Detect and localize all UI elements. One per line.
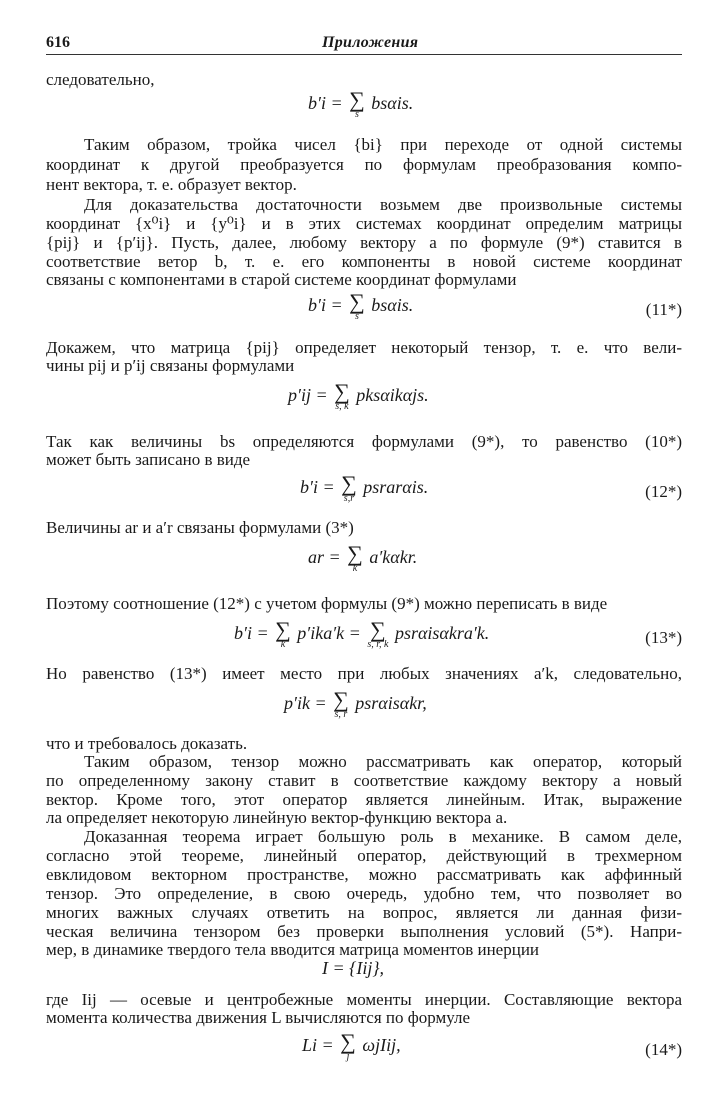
text-line: Так как величины bs определяются формулами (9*), то равенство (10*) [46, 432, 682, 451]
text-line: {pij} и {p′ij}. Пусть, далее, любому вектору a по формуле (9*) ставится в [46, 233, 682, 252]
text-line: Доказанная теорема играет большую роль в механике. В самом деле, [84, 827, 682, 846]
text-line: может быть записано в виде [46, 450, 251, 469]
equation-3: p′ij = ∑ s, k pksαikαjs. [288, 379, 429, 412]
equation-1: b′i = ∑ s bsαis. [308, 87, 414, 120]
equation-7: p′ik = ∑ s, r psrαisαkr, [284, 687, 427, 720]
running-title: Приложения [322, 34, 419, 51]
text-line: Поэтому соотношение (12*) с учетом формулы (9*) можно переписать в виде [46, 594, 608, 613]
page-header [46, 32, 682, 56]
text-line: евклидовом векторном пространстве, можно рассматривать как аффинный [46, 865, 682, 884]
text-line: вектор. Кроме того, этот оператор является линейным. Итак, выражение [46, 790, 682, 809]
equation-8: I = {Iij}, [322, 958, 385, 978]
page-number: 616 [46, 34, 70, 51]
text-line: Величины ar и a′r связаны формулами (3*) [46, 518, 354, 537]
equation-13: b′i = ∑ k p′ika′k = ∑ s, r, k psrαisαkra′k. (13*) [234, 617, 682, 650]
text-line: многих важных случаях ответить на вопрос, является ли данная физи- [46, 903, 682, 922]
text-line: Таким образом, тройка чисел {bi} при переходе от одной системы [84, 135, 682, 154]
equation-5: ar = ∑ k a′kαkr. [308, 541, 418, 574]
text-line: связаны с компонентами в старой системе координат формулами [46, 270, 517, 289]
text-line: нент вектора, т. е. образует вектор. [46, 175, 297, 194]
text-line: Докажем, что матрица {pij} определяет некоторый тензор, т. е. что вели- [46, 338, 682, 357]
header-rule [46, 54, 682, 55]
text-line: координат {x⁰i} и {y⁰i} и в этих системах координат определим матрицы [46, 214, 682, 233]
text-line: следовательно, [46, 70, 155, 89]
text-line: Таким образом, тензор можно рассматривать как оператор, который [84, 752, 682, 771]
text-line: по определенному закону ставит в соответствие каждому вектору a новый [46, 771, 682, 790]
text-line: согласно этой теореме, линейный оператор, действующий в трехмерном [46, 846, 682, 865]
text-line: Но равенство (13*) имеет место при любых значениях a′k, следовательно, [46, 664, 682, 683]
equation-14: Li = ∑ j ωjIij, (14*) [302, 1029, 682, 1062]
equation-11: b′i = ∑ s bsαis. (11*) [308, 289, 682, 322]
text-line: ла определяет некоторую линейную вектор-функцию вектора a. [46, 808, 508, 827]
text-line: ческая величина тензором без проверки выполнения условий (5*). Напри- [46, 922, 682, 941]
text-line: чины pij и p′ij связаны формулами [46, 356, 295, 375]
text-line: мер, в динамике твердого тела вводится матрица моментов инерции [46, 940, 540, 959]
text-line: где Iij — осевые и центробежные моменты инерции. Составляющие вектора [46, 990, 682, 1009]
text-line: Для доказательства достаточности возьмем две произвольные системы [84, 195, 682, 214]
equation-12: b′i = ∑ s,r psrarαis. (12*) [300, 471, 682, 504]
text-line: что и требовалось доказать. [46, 734, 248, 753]
text-line: координат к другой преобразуется по формулам преобразования компо- [46, 155, 682, 174]
text-line: тензор. Это определение, в свою очередь, удобно тем, что позволяет во [46, 884, 682, 903]
text-line: момента количества движения L вычисляются по формуле [46, 1008, 471, 1027]
text-line: соответствие ветор b, т. е. его компоненты в новой системе координат [46, 252, 682, 271]
